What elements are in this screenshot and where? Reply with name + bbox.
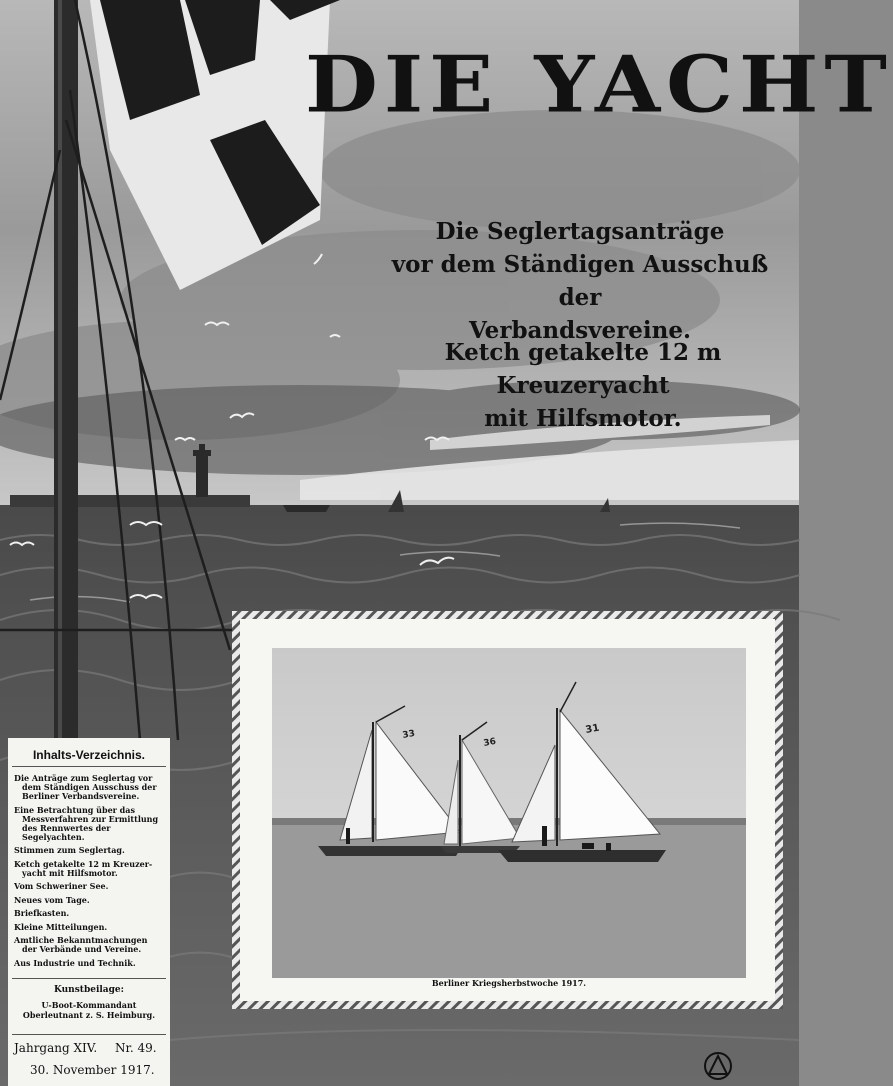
toc-item[interactable]: [14, 909, 166, 918]
divider: [12, 766, 166, 767]
toc-item-first: Aus Industrie und Technik.: [14, 957, 136, 968]
sail-number-33: 33: [401, 728, 416, 741]
toc-item-first: Vom Schweriner See.: [14, 881, 109, 891]
headline-line: vor dem Ständigen Ausschuß der: [391, 251, 769, 311]
toc-item-first: Die Anträge zum Seglertag vor: [14, 773, 153, 783]
toc-item-first: Neues vom Tage.: [14, 894, 90, 905]
issue-date: 30. November 1917.: [30, 1063, 155, 1077]
toc-item[interactable]: [14, 846, 166, 855]
toc-item-first: Ketch getakelte 12 m Kreuzer-: [14, 858, 153, 869]
toc-item[interactable]: [14, 860, 166, 878]
distant-steamer: [283, 505, 330, 512]
headline-line: Verbandsvereine.: [468, 317, 692, 344]
headline-line: Die Seglertagsanträge: [435, 218, 725, 245]
toc-item-first: Eine Betrachtung über das: [14, 804, 135, 815]
issue-volume-line: [14, 1041, 169, 1055]
toc-item[interactable]: [14, 806, 166, 842]
toc-item-first: Briefkasten.: [14, 908, 70, 918]
toc-item[interactable]: [14, 959, 166, 968]
headline-ketch: [368, 336, 798, 435]
masthead-title: DIE YACHT: [305, 38, 893, 131]
sail-number-36: 36: [482, 736, 497, 749]
headline-line: Ketch getakelte 12 m Kreuzeryacht: [444, 339, 722, 399]
headline-line: mit Hilfsmotor.: [484, 405, 682, 432]
toc-item-rest: der Verbände und Vereine.: [22, 944, 142, 954]
toc-item[interactable]: [14, 896, 166, 905]
sail-number-31: 31: [584, 722, 601, 736]
kunstbeilage-text: U-Boot-Kommandant Oberleutnant z. S. Heimburg.: [22, 1000, 156, 1020]
toc-item-first: Stimmen zum Seglertag.: [14, 845, 125, 855]
toc-title: Inhalts-Verzeichnis.: [32, 748, 146, 762]
jahrgang: Jahrgang XIV.: [14, 1041, 98, 1055]
kunstbeilage-title: Kunstbeilage:: [54, 985, 124, 995]
regatta-photo: [272, 648, 746, 978]
toc-item[interactable]: [14, 774, 166, 801]
photo-caption: Berliner Kriegsherbstwoche 1917.: [431, 978, 587, 988]
divider: [12, 978, 166, 979]
toc-item-rest: dem Ständigen Ausschuss der Berliner Verbandsvereine.: [22, 782, 157, 801]
toc-item-rest: Messverfahren zur Ermittlung des Rennwertes der Segelyachten.: [22, 813, 159, 842]
toc-item[interactable]: [14, 936, 166, 954]
toc-list: [14, 774, 166, 972]
toc-item[interactable]: [14, 882, 166, 891]
toc-item-rest: yacht mit Hilfsmotor.: [22, 867, 118, 878]
toc-item[interactable]: [14, 923, 166, 932]
divider: [12, 1034, 166, 1035]
headline-seglertag: [370, 215, 790, 347]
issue-number: Nr. 49.: [114, 1041, 157, 1055]
toc-item-first: Kleine Mitteilungen.: [14, 921, 108, 932]
table-of-contents: [8, 738, 170, 1086]
toc-item-first: Amtliche Bekanntmachungen: [14, 935, 148, 945]
horizon-land: [10, 495, 250, 507]
